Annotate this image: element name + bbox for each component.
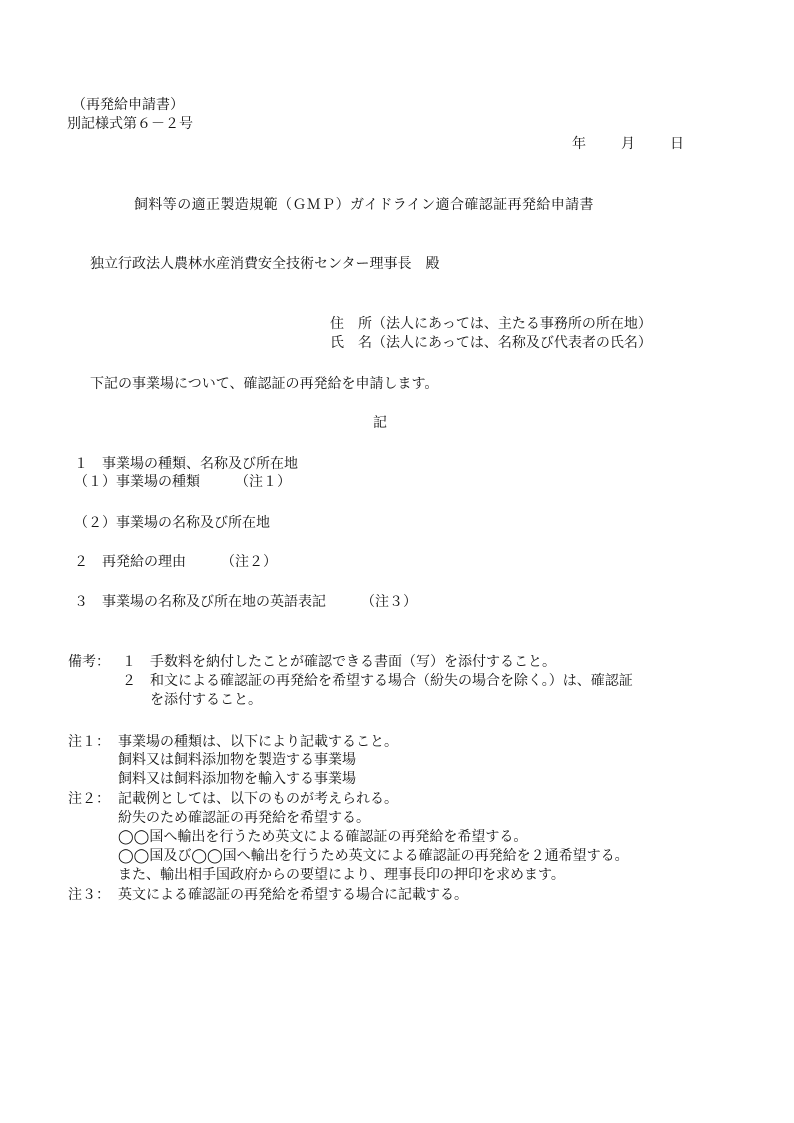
item-3: ３ 事業場の名称及び所在地の英語表記 （注３） bbox=[74, 594, 417, 610]
date-day-label: 日 bbox=[670, 136, 684, 152]
note-2-example-4: また、輸出相手国政府からの要望により、理事長印の押印を求めます。 bbox=[118, 867, 565, 883]
note-2-text: 記載例としては、以下のものが考えられる。 bbox=[118, 791, 398, 807]
page-title: 飼料等の適正製造規範（ＧＭＰ）ガイドライン適合確認証再発給申請書 bbox=[134, 197, 594, 213]
note-1-example-1: 飼料又は飼料添加物を製造する事業場 bbox=[118, 752, 356, 768]
note-1-label: 注１： bbox=[68, 734, 110, 750]
remark-2-text-line-2: を添付すること。 bbox=[150, 692, 262, 708]
ki-heading: 記 bbox=[373, 415, 387, 431]
form-number: 別記様式第６－２号 bbox=[67, 116, 193, 132]
item-1-1: （１）事業場の種類 （注１） bbox=[74, 474, 291, 490]
date-month-label: 月 bbox=[621, 136, 635, 152]
note-2-label: 注２： bbox=[68, 791, 110, 807]
applicant-name-field: 氏 名（法人にあっては、名称及び代表者の氏名） bbox=[330, 335, 652, 351]
note-2-example-2: ◯◯国へ輸出を行うため英文による確認証の再発給を希望する。 bbox=[118, 829, 528, 845]
note-3-label: 注３： bbox=[68, 887, 110, 903]
date-year-label: 年 bbox=[572, 136, 586, 152]
note-1-example-2: 飼料又は飼料添加物を輸入する事業場 bbox=[118, 771, 356, 787]
note-3-text: 英文による確認証の再発給を希望する場合に記載する。 bbox=[118, 887, 468, 903]
remark-2-text-line-1: 和文による確認証の再発給を希望する場合（紛失の場合を除く。）は、確認証 bbox=[150, 673, 633, 689]
addressee: 独立行政法人農林水産消費安全技術センター理事長 殿 bbox=[90, 256, 440, 272]
applicant-address-field: 住 所（法人にあっては、主たる事務所の所在地） bbox=[330, 316, 652, 332]
note-2-example-3: ◯◯国及び◯◯国へ輸出を行うため英文による確認証の再発給を２通希望する。 bbox=[118, 848, 629, 864]
item-1: １ 事業場の種類、名称及び所在地 bbox=[74, 456, 298, 472]
remark-1-number: １ bbox=[122, 654, 136, 670]
intro-text: 下記の事業場について、確認証の再発給を申請します。 bbox=[90, 376, 439, 392]
remark-1-text: 手数料を納付したことが確認できる書面（写）を添付すること。 bbox=[150, 654, 556, 670]
note-1-text: 事業場の種類は、以下により記載すること。 bbox=[118, 734, 398, 750]
item-1-2: （２）事業場の名称及び所在地 bbox=[74, 515, 270, 531]
note-2-example-1: 紛失のため確認証の再発給を希望する。 bbox=[118, 810, 370, 826]
remarks-label: 備考： bbox=[68, 654, 110, 670]
item-2: ２ 再発給の理由 （注２） bbox=[74, 554, 277, 570]
remark-2-number: ２ bbox=[122, 673, 136, 689]
document-type-label: （再発給申請書） bbox=[72, 97, 184, 113]
